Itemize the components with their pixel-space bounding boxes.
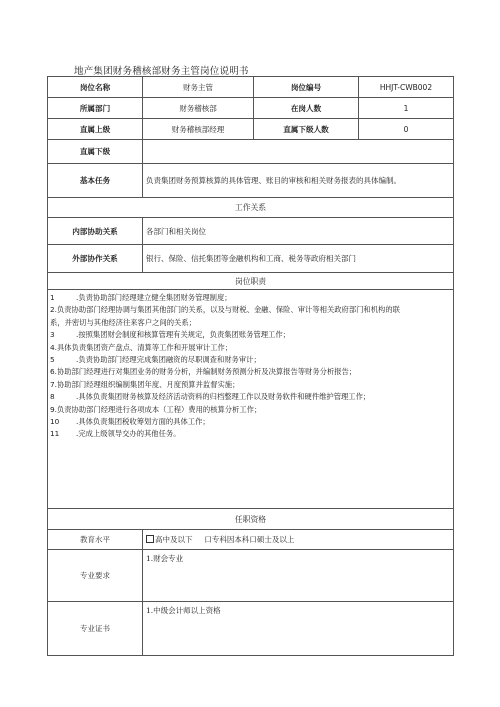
duty-item: 8 .具体负责集团财务核算及经济活动资料的归档整理工作以及财务软件和硬件维护管理工作； [50, 392, 371, 402]
document-title: 地产集团财务稽核部财务主管岗位说明书 [74, 66, 249, 77]
position-name-label: 岗位名称 [48, 77, 143, 98]
certificate-value: 1.中级会计师以上资格 [143, 602, 454, 656]
position-code-label: 岗位编号 [254, 77, 359, 98]
major-label: 专业要求 [48, 550, 143, 602]
row-internal-relations [48, 218, 454, 245]
department-value: 财务稽核部 [143, 98, 254, 119]
duty-item: 10 .具体负责集团税收筹划方面的具体工作； [50, 417, 210, 427]
department-label: 所属部门 [48, 98, 143, 119]
row-basic-task [48, 164, 454, 198]
education-options [143, 530, 454, 550]
row-department [48, 98, 454, 119]
education-option-2: 口专科因本科口硕士及以上 [204, 535, 295, 544]
duty-item: 3 .按照集团财会制度和核算管理有关规定，负责集团账务管理工作； [50, 330, 290, 340]
job-description-table [47, 76, 454, 656]
duty-item: 9.负责协助部门经理进行各项成本（工程）费用的核算分析工作； [50, 404, 262, 414]
headcount-label: 在岗人数 [254, 98, 359, 119]
external-relations-label: 外部协作关系 [48, 245, 143, 273]
duty-item: 5 .负责协助部门经理完成集团融资的尽职调查和财务审计； [50, 355, 261, 365]
certificate-label: 专业证书 [48, 602, 143, 656]
superior-label: 直属上级 [48, 119, 143, 140]
checkbox-icon [146, 535, 154, 543]
row-certificate [48, 602, 454, 656]
education-label: 教育水平 [48, 530, 143, 550]
education-option-1: 高中及以下 [155, 535, 193, 544]
subordinate-value [143, 140, 454, 164]
internal-relations-value: 各部门和相关岗位 [143, 218, 454, 245]
row-subordinate [48, 140, 454, 164]
duty-item: 1 .负责协助部门经理建立健全集团财务管理制度； [50, 293, 232, 302]
duties-list [48, 290, 454, 509]
position-name-value: 财务主管 [143, 77, 254, 98]
subordinate-label: 直属下级 [48, 140, 143, 164]
subordinate-count-value: 0 [359, 119, 454, 140]
position-code-value: HHJT-CWB002 [359, 77, 454, 98]
row-major [48, 550, 454, 602]
duty-item: 6.协助部门经理进行对集团业务的财务分析，并编制财务预测分析及决算报告等财务分析报告； [50, 367, 357, 377]
qualifications-header: 任职资格 [48, 509, 454, 530]
row-qualifications-header [48, 509, 454, 530]
row-education [48, 530, 454, 550]
duty-item: 11 .完成上级领导交办的其他任务。 [50, 429, 181, 439]
row-superior [48, 119, 454, 140]
duty-item: 4.具体负责集团资产盘点、清算等工作和开展审计工作； [50, 342, 233, 352]
duty-item-continuation: 系，并密切与其他经济往来客户之间的关系； [50, 317, 196, 327]
superior-value: 财务稽核部经理 [143, 119, 254, 140]
duties-header: 岗位职责 [48, 273, 454, 290]
row-position-name [48, 77, 454, 98]
major-value: 1.财会专业 [143, 550, 454, 602]
basic-task-value: 负责集团财务预算核算的具体管理、账目的审核和相关财务报表的具体编制。 [143, 164, 454, 198]
row-duties [48, 290, 454, 509]
basic-task-label: 基本任务 [48, 164, 143, 198]
row-duties-header [48, 273, 454, 290]
work-relations-header: 工作关系 [48, 198, 454, 218]
duty-item: 2.负责协助部门经理协调与集团其他部门的关系，以及与财税、金融、保险、审计等相关政府部门和机构的联 [50, 305, 400, 315]
duty-item: 7.协助部门经理组织编制集团年度、月度预算并监督实施； [50, 379, 240, 389]
external-relations-value: 银行、保险、信托集团等金融机构和工商、税务等政府相关部门 [143, 245, 454, 273]
row-work-relations-header [48, 198, 454, 218]
headcount-value: 1 [359, 98, 454, 119]
row-external-relations [48, 245, 454, 273]
subordinate-count-label: 直属下级人数 [254, 119, 359, 140]
internal-relations-label: 内部协助关系 [48, 218, 143, 245]
